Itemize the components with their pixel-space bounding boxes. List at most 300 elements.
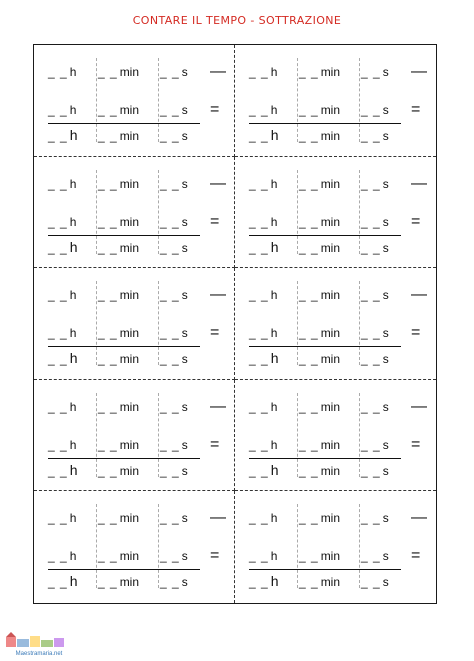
unit-label: min	[119, 511, 140, 526]
answer-blank[interactable]: _ _	[361, 176, 381, 191]
time-row	[249, 460, 409, 478]
answer-blank[interactable]: _ _	[98, 129, 118, 143]
unit-label: s	[181, 326, 188, 341]
seconds-field[interactable]	[160, 177, 208, 191]
answer-blank[interactable]: _ _	[249, 463, 269, 478]
answer-blank[interactable]: _ _	[299, 288, 319, 303]
answer-blank[interactable]: _ _	[48, 65, 68, 79]
equals-sign: =	[210, 547, 220, 565]
minutes-field[interactable]	[98, 65, 160, 79]
unit-label: min	[320, 352, 341, 367]
equals-sign: =	[411, 435, 421, 453]
seconds-field[interactable]	[361, 215, 409, 229]
seconds-field[interactable]	[160, 103, 208, 117]
answer-blank[interactable]: _ _	[160, 549, 180, 564]
hours-field[interactable]	[48, 177, 98, 191]
seconds-field[interactable]	[361, 241, 409, 255]
unit-label: min	[119, 352, 140, 367]
exercise-card	[34, 268, 235, 380]
time-row	[48, 348, 208, 366]
hours-field[interactable]	[249, 350, 299, 366]
answer-blank[interactable]: _ _	[160, 511, 180, 526]
answer-blank[interactable]: _ _	[98, 352, 118, 367]
unit-label: h	[270, 127, 279, 143]
answer-blank[interactable]: _ _	[98, 437, 118, 452]
minutes-field[interactable]	[98, 438, 160, 452]
logo-icon	[4, 631, 74, 651]
seconds-field[interactable]	[160, 352, 208, 366]
unit-label: min	[320, 575, 341, 590]
answer-blank[interactable]: _ _	[361, 326, 381, 341]
unit-label: min	[119, 326, 140, 341]
seconds-field[interactable]	[160, 241, 208, 255]
answer-blank[interactable]: _ _	[48, 176, 68, 191]
hours-field[interactable]	[48, 103, 98, 117]
seconds-field[interactable]	[160, 549, 208, 563]
equals-sign: =	[210, 435, 220, 453]
answer-blank[interactable]: _ _	[98, 214, 118, 229]
answer-blank[interactable]: _ _	[98, 288, 118, 303]
hours-field[interactable]	[249, 549, 299, 563]
unit-label: min	[119, 549, 140, 564]
answer-blank[interactable]: _ _	[48, 129, 68, 143]
seconds-field[interactable]	[160, 438, 208, 452]
hours-field[interactable]	[249, 462, 299, 478]
unit-label: s	[382, 511, 389, 526]
hours-field[interactable]	[249, 215, 299, 229]
answer-blank[interactable]: _ _	[299, 352, 319, 367]
answer-blank[interactable]: _ _	[48, 326, 68, 341]
answer-blank[interactable]: _ _	[160, 463, 180, 478]
minus-sign: —	[411, 63, 427, 80]
answer-blank[interactable]: _ _	[299, 549, 319, 564]
minutes-field[interactable]	[299, 352, 361, 366]
answer-blank[interactable]: _ _	[299, 65, 319, 79]
answer-blank[interactable]: _ _	[160, 288, 180, 303]
answer-blank[interactable]: _ _	[48, 399, 68, 414]
minutes-field[interactable]	[98, 464, 160, 478]
seconds-field[interactable]	[361, 438, 409, 452]
answer-blank[interactable]: _ _	[361, 352, 381, 367]
logo-text: Maestramaria.net	[15, 651, 63, 657]
answer-blank[interactable]: _ _	[48, 103, 68, 117]
hours-field[interactable]	[48, 127, 98, 143]
minutes-field[interactable]	[98, 511, 160, 525]
seconds-field[interactable]	[160, 129, 208, 143]
exercise-card	[235, 380, 436, 492]
exercise-card	[34, 157, 235, 269]
unit-label: min	[320, 176, 341, 191]
minutes-field[interactable]	[98, 177, 160, 191]
answer-blank[interactable]: _ _	[98, 463, 118, 478]
seconds-field[interactable]	[361, 129, 409, 143]
unit-label: min	[119, 65, 140, 79]
answer-blank[interactable]: _ _	[249, 288, 269, 303]
unit-label: min	[119, 129, 140, 143]
seconds-field[interactable]	[160, 464, 208, 478]
seconds-field[interactable]	[160, 288, 208, 302]
seconds-field[interactable]	[361, 352, 409, 366]
answer-blank[interactable]: _ _	[361, 511, 381, 526]
minus-sign: —	[210, 174, 226, 192]
time-row	[48, 434, 219, 452]
time-row	[249, 571, 409, 589]
unit-label: h	[270, 437, 278, 452]
answer-blank[interactable]: _ _	[160, 176, 180, 191]
answer-blank[interactable]: _ _	[249, 240, 269, 255]
answer-blank[interactable]: _ _	[160, 65, 180, 79]
minutes-field[interactable]	[299, 575, 361, 589]
answer-blank[interactable]: _ _	[48, 437, 68, 452]
unit-label: s	[181, 549, 188, 564]
answer-blank[interactable]: _ _	[48, 240, 68, 255]
answer-blank[interactable]: _ _	[249, 214, 269, 229]
answer-blank[interactable]: _ _	[98, 103, 118, 117]
exercise-card	[34, 45, 235, 157]
answer-blank[interactable]: _ _	[361, 549, 381, 564]
page-title: CONTARE IL TEMPO - SOTTRAZIONE	[132, 14, 342, 27]
time-row	[249, 545, 420, 563]
answer-blank[interactable]: _ _	[160, 575, 180, 590]
seconds-field[interactable]	[361, 326, 409, 340]
minutes-field[interactable]	[299, 177, 361, 191]
equals-sign: =	[411, 547, 421, 565]
exercise-card	[235, 268, 436, 380]
time-row	[48, 507, 226, 525]
equals-sign: =	[411, 101, 421, 118]
answer-blank[interactable]: _ _	[361, 129, 381, 143]
seconds-field[interactable]	[361, 464, 409, 478]
answer-blank[interactable]: _ _	[299, 176, 319, 191]
minutes-field[interactable]	[98, 215, 160, 229]
answer-blank[interactable]: _ _	[48, 575, 68, 590]
seconds-field[interactable]	[160, 65, 208, 79]
seconds-field[interactable]	[361, 511, 409, 525]
answer-blank[interactable]: _ _	[361, 437, 381, 452]
time-row	[249, 284, 427, 302]
unit-label: s	[181, 575, 188, 590]
unit-label: min	[320, 103, 341, 117]
unit-label: s	[382, 288, 389, 303]
minutes-field[interactable]	[299, 288, 361, 302]
answer-blank[interactable]: _ _	[48, 288, 68, 303]
unit-label: h	[69, 350, 78, 367]
minutes-field[interactable]	[299, 464, 361, 478]
minutes-field[interactable]	[98, 575, 160, 589]
answer-blank[interactable]: _ _	[98, 176, 118, 191]
time-row	[48, 237, 208, 255]
result-line	[48, 123, 200, 124]
answer-blank[interactable]: _ _	[249, 326, 269, 341]
unit-label: s	[181, 214, 188, 229]
answer-blank[interactable]: _ _	[48, 511, 68, 526]
seconds-field[interactable]	[361, 103, 409, 117]
minutes-field[interactable]	[98, 241, 160, 255]
seconds-field[interactable]	[361, 400, 409, 414]
answer-blank[interactable]: _ _	[361, 575, 381, 590]
exercise-card	[235, 45, 436, 157]
hours-field[interactable]	[48, 511, 98, 525]
hours-field[interactable]	[249, 288, 299, 302]
seconds-field[interactable]	[361, 288, 409, 302]
unit-label: h	[270, 176, 278, 191]
answer-blank[interactable]: _ _	[299, 437, 319, 452]
answer-blank[interactable]: _ _	[98, 240, 118, 255]
answer-blank[interactable]: _ _	[48, 352, 68, 367]
answer-blank[interactable]: _ _	[98, 511, 118, 526]
unit-label: s	[181, 511, 188, 526]
minutes-field[interactable]	[299, 129, 361, 143]
unit-label: min	[320, 240, 341, 255]
answer-blank[interactable]: _ _	[160, 399, 180, 414]
minutes-field[interactable]	[98, 103, 160, 117]
answer-blank[interactable]: _ _	[98, 326, 118, 341]
minutes-field[interactable]	[299, 241, 361, 255]
hours-field[interactable]	[249, 177, 299, 191]
hours-field[interactable]	[249, 103, 299, 117]
answer-blank[interactable]: _ _	[299, 463, 319, 478]
answer-blank[interactable]: _ _	[160, 326, 180, 341]
answer-blank[interactable]: _ _	[160, 437, 180, 452]
unit-label: s	[181, 399, 188, 414]
hours-field[interactable]	[48, 462, 98, 478]
answer-blank[interactable]: _ _	[361, 103, 381, 117]
answer-blank[interactable]: _ _	[98, 549, 118, 564]
answer-blank[interactable]: _ _	[48, 549, 68, 564]
seconds-field[interactable]	[361, 177, 409, 191]
unit-label: h	[69, 214, 77, 229]
time-row	[48, 99, 219, 117]
result-line	[249, 123, 401, 124]
result-line	[48, 346, 200, 347]
time-row	[48, 61, 226, 79]
answer-blank[interactable]: _ _	[361, 214, 381, 229]
unit-label: min	[320, 288, 341, 303]
time-row	[48, 125, 208, 143]
answer-blank[interactable]: _ _	[361, 65, 381, 79]
hours-field[interactable]	[249, 127, 299, 143]
result-line	[249, 235, 401, 236]
answer-blank[interactable]: _ _	[299, 575, 319, 590]
unit-label: min	[119, 575, 140, 590]
answer-blank[interactable]: _ _	[249, 129, 269, 143]
result-line	[48, 235, 200, 236]
unit-label: s	[181, 463, 188, 478]
answer-blank[interactable]: _ _	[98, 575, 118, 590]
exercise-card	[235, 157, 436, 269]
unit-label: h	[270, 549, 278, 564]
unit-label: s	[181, 176, 188, 191]
result-line	[249, 458, 401, 459]
hours-field[interactable]	[249, 239, 299, 255]
time-row	[249, 348, 409, 366]
unit-label: min	[320, 214, 341, 229]
hours-field[interactable]	[249, 326, 299, 340]
unit-label: h	[69, 127, 78, 143]
answer-blank[interactable]: _ _	[361, 463, 381, 478]
unit-label: s	[382, 214, 389, 229]
time-row	[249, 173, 427, 191]
unit-label: h	[69, 288, 77, 303]
hours-field[interactable]	[48, 438, 98, 452]
minutes-field[interactable]	[299, 215, 361, 229]
hours-field[interactable]	[48, 400, 98, 414]
unit-label: s	[181, 240, 188, 255]
answer-blank[interactable]: _ _	[299, 129, 319, 143]
unit-label: min	[119, 240, 140, 255]
unit-label: h	[69, 176, 77, 191]
answer-blank[interactable]: _ _	[299, 326, 319, 341]
unit-label: h	[270, 214, 278, 229]
minus-sign: —	[411, 174, 427, 192]
equals-sign: =	[210, 101, 220, 118]
seconds-field[interactable]	[160, 400, 208, 414]
answer-blank[interactable]: _ _	[361, 240, 381, 255]
answer-blank[interactable]: _ _	[249, 437, 269, 452]
unit-label: h	[69, 511, 77, 526]
answer-blank[interactable]: _ _	[361, 399, 381, 414]
unit-label: min	[320, 65, 341, 79]
minutes-field[interactable]	[98, 549, 160, 563]
minutes-field[interactable]	[98, 288, 160, 302]
seconds-field[interactable]	[361, 575, 409, 589]
unit-label: min	[320, 463, 341, 478]
seconds-field[interactable]	[160, 575, 208, 589]
answer-blank[interactable]: _ _	[249, 352, 269, 367]
site-logo	[4, 631, 74, 657]
unit-label: min	[320, 129, 341, 143]
minutes-field[interactable]	[299, 103, 361, 117]
unit-label: h	[270, 326, 278, 341]
minutes-field[interactable]	[98, 129, 160, 143]
unit-label: h	[69, 326, 77, 341]
hours-field[interactable]	[249, 65, 299, 79]
unit-label: s	[181, 288, 188, 303]
minutes-field[interactable]	[98, 400, 160, 414]
unit-label: min	[320, 549, 341, 564]
unit-label: h	[270, 511, 278, 526]
time-row	[48, 545, 219, 563]
hours-field[interactable]	[249, 511, 299, 525]
minus-sign: —	[411, 509, 427, 527]
hours-field[interactable]	[48, 215, 98, 229]
hours-field[interactable]	[48, 350, 98, 366]
hours-field[interactable]	[48, 288, 98, 302]
time-row	[48, 460, 208, 478]
answer-blank[interactable]: _ _	[299, 399, 319, 414]
unit-label: s	[181, 352, 188, 367]
answer-blank[interactable]: _ _	[299, 240, 319, 255]
unit-label: h	[270, 573, 279, 590]
result-line	[48, 458, 200, 459]
answer-blank[interactable]: _ _	[249, 511, 269, 526]
minutes-field[interactable]	[299, 65, 361, 79]
answer-blank[interactable]: _ _	[249, 176, 269, 191]
hours-field[interactable]	[48, 326, 98, 340]
unit-label: h	[69, 573, 78, 590]
unit-label: h	[69, 461, 78, 478]
hours-field[interactable]	[48, 239, 98, 255]
minutes-field[interactable]	[98, 326, 160, 340]
unit-label: h	[69, 437, 77, 452]
answer-blank[interactable]: _ _	[299, 511, 319, 526]
equals-sign: =	[210, 324, 220, 342]
minutes-field[interactable]	[98, 352, 160, 366]
answer-blank[interactable]: _ _	[48, 463, 68, 478]
answer-blank[interactable]: _ _	[299, 214, 319, 229]
hours-field[interactable]	[249, 573, 299, 589]
answer-blank[interactable]: _ _	[160, 352, 180, 367]
worksheet-grid	[33, 44, 437, 604]
unit-label: min	[119, 463, 140, 478]
time-row	[48, 211, 219, 229]
minus-sign: —	[210, 397, 226, 415]
unit-label: min	[320, 399, 341, 414]
unit-label: s	[181, 437, 188, 452]
seconds-field[interactable]	[361, 65, 409, 79]
result-line	[48, 569, 200, 570]
minus-sign: —	[411, 286, 427, 304]
minutes-field[interactable]	[299, 549, 361, 563]
hours-field[interactable]	[48, 549, 98, 563]
answer-blank[interactable]: _ _	[160, 240, 180, 255]
time-row	[249, 125, 409, 143]
answer-blank[interactable]: _ _	[98, 399, 118, 414]
answer-blank[interactable]: _ _	[249, 65, 269, 79]
answer-blank[interactable]: _ _	[249, 575, 269, 590]
answer-blank[interactable]: _ _	[98, 65, 118, 79]
seconds-field[interactable]	[160, 215, 208, 229]
minutes-field[interactable]	[299, 438, 361, 452]
answer-blank[interactable]: _ _	[160, 214, 180, 229]
unit-label: h	[270, 103, 278, 117]
unit-label: min	[119, 288, 140, 303]
answer-blank[interactable]: _ _	[249, 549, 269, 564]
unit-label: s	[382, 437, 389, 452]
minutes-field[interactable]	[299, 326, 361, 340]
minutes-field[interactable]	[299, 400, 361, 414]
unit-label: s	[382, 326, 389, 341]
answer-blank[interactable]: _ _	[160, 129, 180, 143]
answer-blank[interactable]: _ _	[160, 103, 180, 117]
unit-label: s	[181, 103, 188, 117]
equals-sign: =	[210, 212, 220, 230]
seconds-field[interactable]	[361, 549, 409, 563]
minus-sign: —	[210, 509, 226, 527]
minutes-field[interactable]	[299, 511, 361, 525]
time-row	[249, 237, 409, 255]
unit-label: s	[382, 549, 389, 564]
answer-blank[interactable]: _ _	[361, 288, 381, 303]
seconds-field[interactable]	[160, 326, 208, 340]
unit-label: s	[382, 575, 389, 590]
hours-field[interactable]	[249, 400, 299, 414]
hours-field[interactable]	[249, 438, 299, 452]
hours-field[interactable]	[48, 573, 98, 589]
unit-label: h	[69, 549, 77, 564]
result-line	[249, 569, 401, 570]
answer-blank[interactable]: _ _	[299, 103, 319, 117]
hours-field[interactable]	[48, 65, 98, 79]
answer-blank[interactable]: _ _	[249, 103, 269, 117]
seconds-field[interactable]	[160, 511, 208, 525]
minus-sign: —	[210, 286, 226, 304]
equals-sign: =	[411, 212, 421, 230]
unit-label: h	[69, 103, 77, 117]
unit-label: h	[270, 238, 279, 255]
answer-blank[interactable]: _ _	[249, 399, 269, 414]
answer-blank[interactable]: _ _	[48, 214, 68, 229]
